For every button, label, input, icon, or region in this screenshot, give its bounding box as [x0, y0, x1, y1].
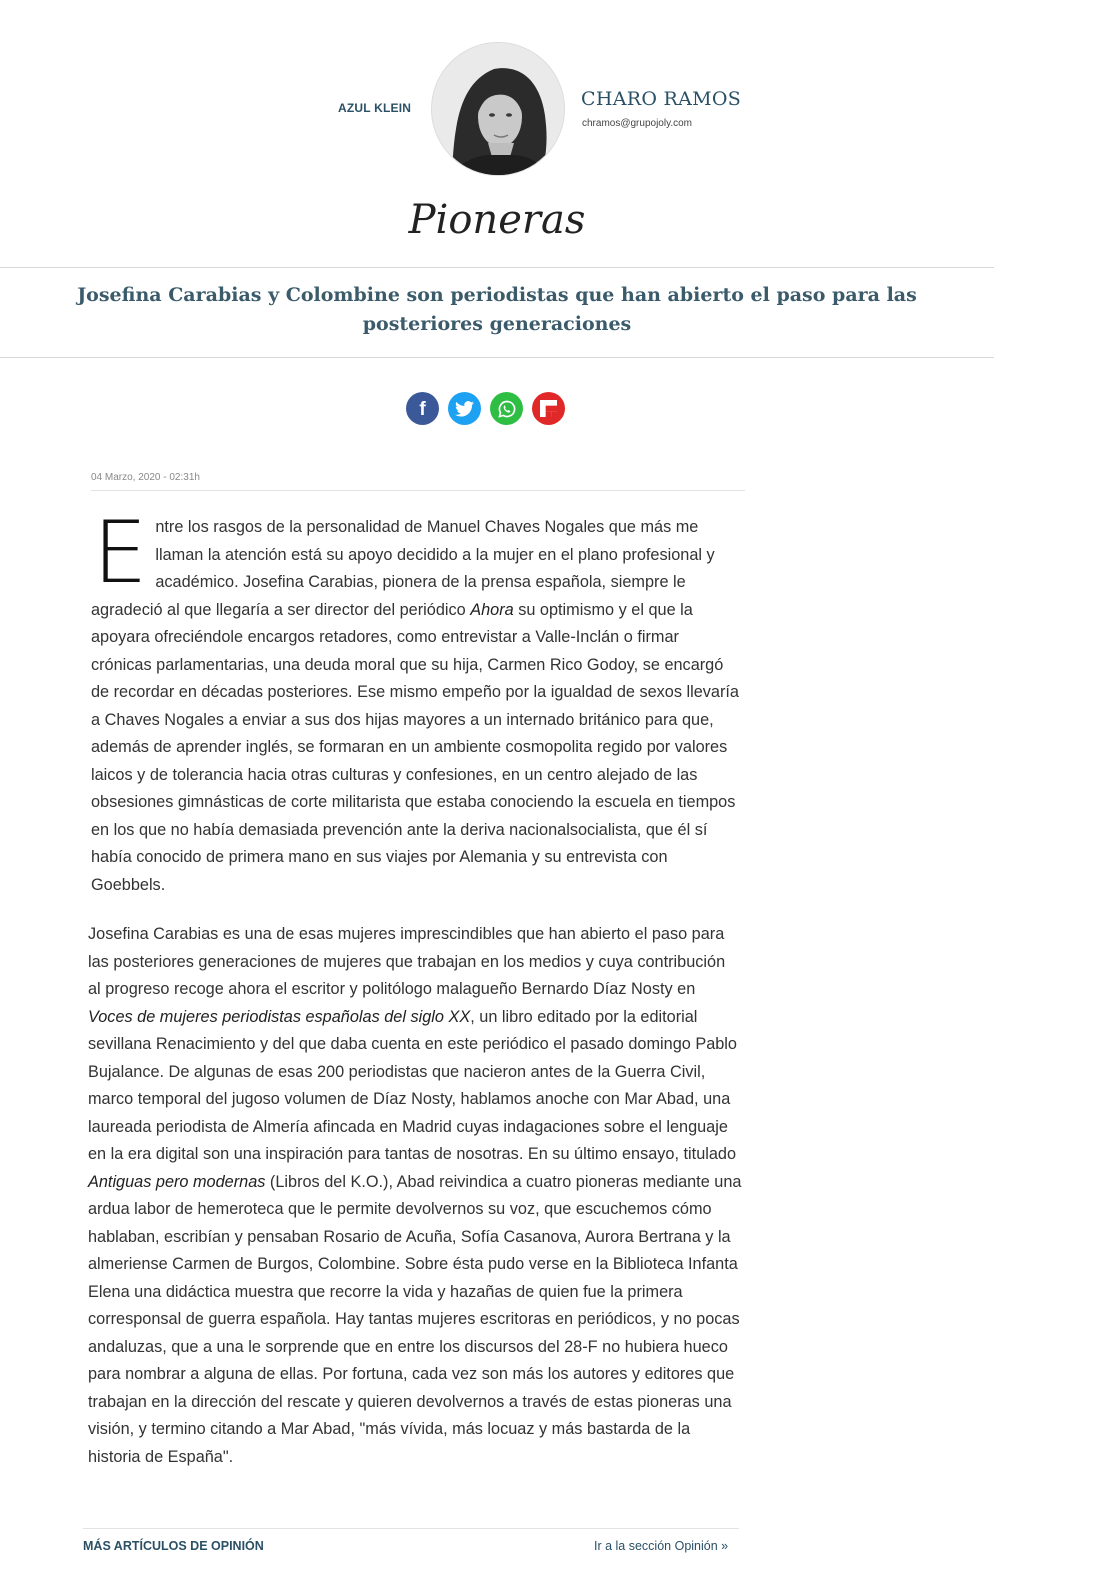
- author-name[interactable]: CHARO RAMOS: [581, 88, 742, 110]
- article-body: [88, 503, 742, 1493]
- body-text-run: Josefina Carabias es una de esas mujeres imprescindibles que han abierto el paso para las posteriores generaciones de mujeres que trabajan en los medios y cuya contribución al progreso recoge ahora el escritor y politólogo malagueño Bernardo Díaz Nosty en: [88, 925, 726, 998]
- body-paragraph: [91, 503, 742, 899]
- column-name[interactable]: AZUL KLEIN: [338, 101, 412, 115]
- author-email[interactable]: chramos@grupojoly.com: [582, 118, 693, 129]
- divider: [0, 357, 994, 358]
- book-title: Antiguas pero modernas: [88, 1172, 266, 1191]
- body-text-run: ntre los rasgos de la personalidad de Manuel Chaves Nogales que más me llaman la atención está su apoyo decidido a la mujer en el plano profesional y académico. Josefina Carabias, pionera de la prensa española, siempre le agradeció al que llegaría a ser director del periódico: [91, 518, 715, 619]
- more-opinion-heading: MÁS ARTÍCULOS DE OPINIÓN: [83, 1539, 264, 1553]
- share-twitter-button[interactable]: [448, 392, 481, 425]
- author-portrait-icon: [432, 43, 564, 175]
- share-flipboard-button[interactable]: [532, 392, 565, 425]
- article-title: Pioneras: [408, 197, 586, 243]
- article-subtitle: Josefina Carabias y Colombine son periodistas que han abierto el paso para las posteriores generaciones: [77, 284, 917, 335]
- whatsapp-icon: [497, 399, 517, 419]
- facebook-icon: f: [419, 399, 426, 420]
- drop-cap: E: [93, 503, 148, 603]
- body-text-run: su optimismo y el que la apoyara ofreciéndole encargos retadores, como entrevistar a Valle-Inclán o firmar crónicas parlamentarias, una deuda moral que su hija, Carmen Rico Godoy, se encargó de recordar en décadas posteriores. Ese mismo empeño por la igualdad de sexos llevaría a Chaves Nogales a enviar a sus dos hijas mayores a un internado británico para que, además de aprender inglés, se formaran en un ambiente cosmopolita regido por valores laicos y de tolerancia hacia otras culturas y confesiones, en un centro alejado de las obsesiones gimnásticas de corte militarista que estaba conociendo la escuela en tiempos en los que no había demasiada prevención ante la deriva nacionalsocialista, que él sí había conocido de primera mano en sus viajes por Alemania y su entrevista con Goebbels.: [91, 600, 739, 894]
- divider: [83, 1528, 739, 1529]
- twitter-icon: [455, 401, 474, 417]
- article-header: [0, 0, 994, 260]
- flipboard-icon: [540, 400, 557, 417]
- article-date: 04 Marzo, 2020 - 02:31h: [91, 472, 200, 483]
- book-title: Voces de mujeres periodistas españolas del siglo XX: [88, 1007, 471, 1026]
- share-facebook-button[interactable]: [406, 392, 439, 425]
- author-avatar: [431, 42, 565, 176]
- body-paragraph: [88, 921, 742, 1471]
- divider: [0, 267, 994, 268]
- body-text-run: , un libro editado por la editorial sevillana Renacimiento y del que daba cuenta en este periódico el pasado domingo Pablo Bujalance. De algunas de esas 200 periodistas que nacieron antes de la Guerra Civil, marco temporal del jugoso volumen de Díaz Nosty, hablamos anoche con Mar Abad, una laureada periodista de Almería afincada en Madrid cuyas indagaciones sobre el lenguaje en la era digital son una inspiración para tantas de nosotras. En su último ensayo, titulado: [88, 1007, 737, 1163]
- publication-title: Ahora: [470, 600, 514, 619]
- divider: [91, 490, 745, 491]
- body-text-run: (Libros del K.O.), Abad reivindica a cuatro pioneras mediante una ardua labor de hemeroteca que le permite devolvernos su voz, que escuchemos cómo hablaban, escribían y pensaban Rosario de Acuña, Sofía Casanova, Aurora Bertrana y la almeriense Carmen de Burgos, Colombine. Sobre ésta pudo verse en la Biblioteca Infanta Elena una didáctica muestra que recorre la vida y hazañas de quien fue la primera corresponsal de guerra española. Hay tantas mujeres escritoras en periódicos, y no pocas andaluzas, que a una le sorprende que en entre los discursos del 28-F no hubiera hueco para nombrar a alguna de ellas. Por fortuna, cada vez son más los autores y editores que trabajan en la dirección del rescate y quieren devolvernos a través de estas pioneras una visión, y termino citando a Mar Abad, "más vívida, más locuaz y más bastarda de la historia de España".: [88, 1172, 742, 1466]
- share-whatsapp-button[interactable]: [490, 392, 523, 425]
- opinion-section-link[interactable]: Ir a la sección Opinión »: [594, 1539, 729, 1553]
- share-bar: [406, 392, 565, 425]
